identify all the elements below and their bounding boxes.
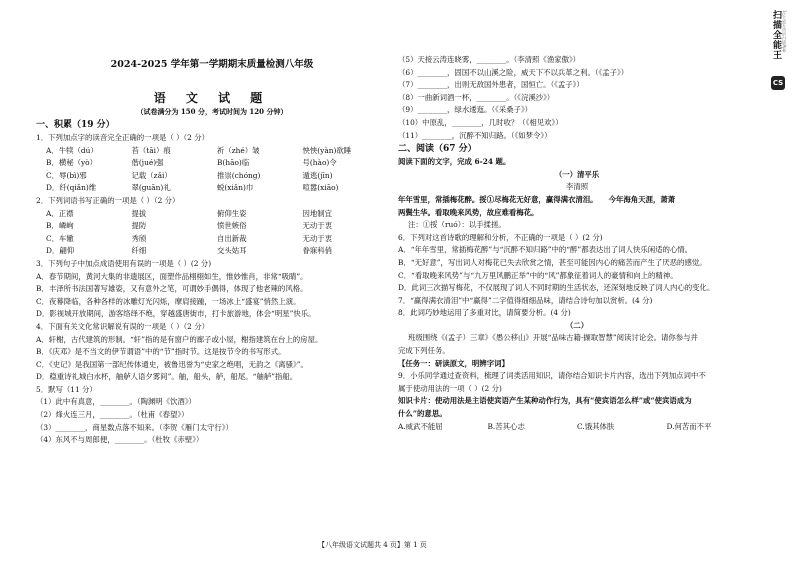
part-two-intro-1: 班级围绕《(孟子）三章》《愚公移山》开展“品味古籍·撷取智慧”阅读讨论会。请你参与并 xyxy=(408,333,698,343)
option-row: C．车辙 秀颀 自出新裁 无动于衷 xyxy=(46,233,333,243)
q5-line-1: （1）此中有真意，________。（陶渊明《饮酒》） xyxy=(36,397,196,407)
q5-line-4: （4）东风不与周郎便，________。（杜牧《赤壁》） xyxy=(36,435,204,445)
q3-option-c: C．夜幕降临，各种各样的冰雕灯光闪烁，摩肩接踵，一场冰上“盛宴”悄然上演。 xyxy=(36,296,301,306)
question-9-line-2: 属于使动用法的一项（ ）(2 分) xyxy=(398,383,502,393)
q5-line-9: （9）________，绿水逶迤。（《采桑子》） xyxy=(398,105,533,115)
page-footer: 【八年级语文试题共 4 页】第 1 页 xyxy=(318,541,427,549)
poem-note: 注：①挼（ruó）：以手揉搓。 xyxy=(408,220,506,230)
q6-option-d: D．此词三次描写梅花，不仅展现了词人不同时期的生活状态，还深刻地反映了词人内心的变化。 xyxy=(398,283,715,293)
right-column xyxy=(398,54,756,433)
option-row: A．正襟 提拔 俯仰生姿 因地制宜 xyxy=(46,208,333,218)
q1-options xyxy=(36,145,388,195)
q5-line-5: （5）天接云涛连晓雾，________。（李清照《渔家傲》） xyxy=(398,55,581,64)
camscanner-logo-icon: CS xyxy=(771,76,785,90)
q5-line-11: （11）________，沉醉不知归路。（《如梦令》） xyxy=(398,130,552,140)
left-column xyxy=(36,58,388,447)
q3-option-d: D．影视城开放期间，游客络绎不绝，穿越盛唐街市，打卡旅游地，体会“明星”快乐。 xyxy=(36,309,316,319)
part-two-heading: （二） xyxy=(565,320,589,330)
question-7: 7．“赢得满衣清泪”中“赢得”二字值得细细品味，请结合诗句加以赏析。(4 分) xyxy=(398,295,653,305)
q3-option-b: B．丰泽所书法国著写雄姿，又有意外之笔，可谓妙手偶得，体现了他老辣的风格。 xyxy=(36,284,308,294)
q5-line-7: （7）________，出则无敌国外患者，国恒亡。（《孟子》） xyxy=(398,80,584,90)
option-row: B．嶙峋 提防 愤世嫉俗 无动于衷 xyxy=(46,221,333,231)
q6-option-b: B．“无好意”，写出词人对梅花已失去欣赏之情，甚至可能因内心的痛苦而产生了厌恶的感觉。 xyxy=(398,257,707,267)
poem-line-1: 年年雪里，常插梅花醉。挼①尽梅花无好意，赢得满衣清泪。 今年海角天涯，萧萧 xyxy=(398,194,676,204)
q9-options xyxy=(398,421,756,434)
exam-note: （试卷满分为 150 分，考试时间为 120 分钟） xyxy=(136,107,288,116)
section-heading-reading: 二、阅读（67 分） xyxy=(398,144,477,155)
question-6: 6．下列对这首诗歌的理解和分析，不正确的一项是（ ）(2 分) xyxy=(398,232,603,242)
exam-title: 2024-2025 学年第一学期期末质量检测八年级 xyxy=(110,59,314,70)
section-heading-accumulation: 一、积累（19 分） xyxy=(36,120,115,130)
brand-name: 扫描全能王 xyxy=(771,10,781,60)
question-4: 4．下面有关文化常识解说有误的一项是（ ）（2 分） xyxy=(36,321,209,331)
q9-option-c: C.饿其体肤 xyxy=(577,421,615,431)
option-row: A．牛犊（dú） 苔（tāi）痕 祈（zhé）皱 怏怏(yàn)欲睡 xyxy=(46,145,352,155)
brand-tagline: 3亿人都在用的扫描App xyxy=(782,10,787,53)
q5-line-3: （3）________，商星数点落不知来。（李贺《雁门太守行》） xyxy=(36,422,233,432)
poem-author: 李清照 xyxy=(565,182,589,192)
question-2: 2．下列词语书写正确的一项是（ ）（2 分） xyxy=(36,195,180,205)
q9-option-b: B.苦其心志 xyxy=(487,421,525,431)
q5-line-6: （6）________，固国不以山溪之险，威天下不以兵革之利。（《孟子》） xyxy=(398,67,629,77)
question-9-line-1: 9．小乐同学通过查资料，梳理了词类活用知识，请你结合知识卡片内容，选出下列加点词中不 xyxy=(398,371,706,381)
q3-option-a: A．春节期间，黄河大集的非遗展区，面塑作品栩栩如生，惟妙惟肖，非常“吸睛”。 xyxy=(36,271,308,281)
part-one-heading: （一）清平乐 xyxy=(554,169,600,179)
q6-option-c: C．“看取晚来风势”与“九万里风鹏正举”中的“风”都象征着词人的豪情和向上的精神。 xyxy=(398,270,678,280)
question-8: 8．此词巧妙地运用了多重对比，请简要分析。(4 分) xyxy=(398,308,571,318)
q5-line-2: （2）烽火连三月，________。（杜甫《春望》） xyxy=(36,410,189,420)
q4-option-b: B．《庆邓》是不当文的伊节谓语”中的“节”指时节。这是按节令的书写形式。 xyxy=(36,347,286,357)
question-3: 3．下列句子中加点成语使用有误的一项是（ ）(2 分) xyxy=(36,258,212,268)
q4-option-c: C．《史记》是我国第一部纪传体通史，被鲁迅誉为“史家之绝唱，无韵之《离骚》”。 xyxy=(36,359,308,369)
part-two-intro-2: 完成下列任务。 xyxy=(398,346,450,356)
reading-intro: 阅读下面的文字，完成 6-24 题。 xyxy=(398,157,511,167)
knowledge-card-line-1: 知识卡片：使动用法是主语使宾语产生某种动作行为，具有“使宾语怎么样”或“使宾语成为 xyxy=(398,396,692,406)
option-row: D．翩仰 纤细 交头姑耳 眷寐科俏 xyxy=(46,246,333,256)
q5-line-10: （10）中原乱，________，几时收？（《相见欢》） xyxy=(398,117,563,127)
task-one-heading: 【任务一：研读原文，明辨字词】 xyxy=(398,358,509,368)
q4-option-a: A．轩榭，古代建筑的形制。“轩”指的是有窗户的廊子或小屋，榭指建筑在台上的房屋。 xyxy=(36,334,323,344)
q2-options xyxy=(36,208,388,258)
q6-option-a: A．“年年雪里，常插梅花醉”与“沉醉不知归路”中的“醉”都表达出了词人快乐闲适的心情。 xyxy=(398,245,693,255)
q5-line-8: （8）一曲新词酒一杯，________。（《浣溪沙》） xyxy=(398,92,555,102)
q4-option-d: D．稳重诗礼城白水杯，舳舻人语夕雾间”。舳，船头，舻，船尾。“舳舻”指船。 xyxy=(36,372,298,382)
question-5: 5．默写（11 分） xyxy=(36,384,97,394)
option-row: B．横秘（yò） 偕(jué)强 B(hāo)临 号(hào)令 xyxy=(46,158,337,168)
option-row: C．辱(bì)邪 记载（zǎi） 推崇(chóng) 遁逃(jīn) xyxy=(46,170,333,180)
q9-option-d: D.何苦而不平 xyxy=(666,421,712,431)
question-1: 1．下列加点字的读音完全正确的一项是（ ）（2 分） xyxy=(36,133,209,142)
subject-title: 语 文 试 题 xyxy=(153,91,271,105)
q9-option-a: A.威武不能屈 xyxy=(398,421,443,431)
poem-line-2: 两鬓生华。看取晚来风势，故应难看梅花。 xyxy=(398,207,539,217)
knowledge-card-line-2: 什么”的意思。 xyxy=(398,409,447,419)
option-row: D．纤(qiǎn)维 翠(guān)礼 蜕(xiǎn)巾 喧嚣(xiāo) xyxy=(46,183,339,193)
scanner-watermark xyxy=(768,6,788,102)
